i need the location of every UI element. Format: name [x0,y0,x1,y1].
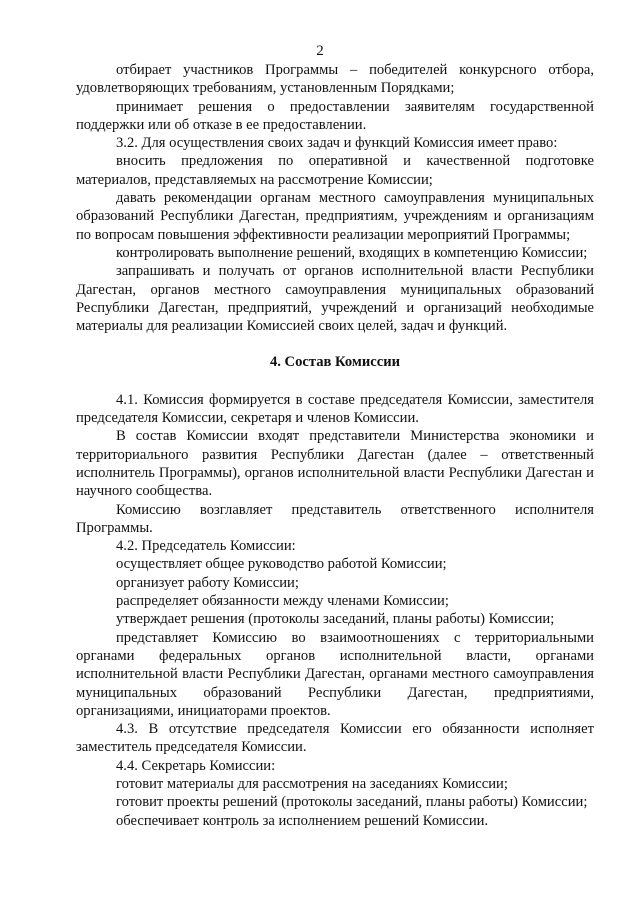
document-body [76,61,594,830]
paragraph: распределяет обязанности между членами Комиссии; [116,593,449,610]
paragraph: В состав Комиссии входят представители Министерства экономики и территориального развития Республики Дагестан (далее – ответственный исполнитель Программы), органов исполнительной власти Республики Дагестан и научного сообщества. [76,428,594,500]
paragraph: организует работу Комиссии; [116,574,299,591]
paragraph: утверждает решения (протоколы заседаний, планы работы) Комиссии; [116,611,555,628]
paragraph: принимает решения о предоставлении заявителям государственной поддержки или об отказе в ее предоставлении. [76,98,594,133]
paragraph: запрашивать и получать от органов исполнительной власти Республики Дагестан, органов местного самоуправления муниципальных образований Республики Дагестан, предприятий, учреждений и организаций необходимые материалы для реализации Комиссией своих целей, задач и функций. [76,263,594,335]
page-number: 2 [316,43,324,59]
paragraph: 4.4. Секретарь Комиссии: [116,757,276,774]
paragraph: Комиссию возглавляет представитель ответственного исполнителя Программы. [76,501,594,536]
paragraph: 4.3. В отсутствие председателя Комиссии его обязанности исполняет заместитель председателя Комиссии. [76,721,594,756]
paragraph: готовит материалы для рассмотрения на заседаниях Комиссии; [116,775,508,792]
paragraph: давать рекомендации органам местного самоуправления муниципальных образований Республики Дагестан, предприятиям, учреждениям и организациям по вопросам повышения эффективности реализации мероприятий Программы; [76,190,594,243]
paragraph: контролировать выполнение решений, входящих в компетенцию Комиссии; [116,244,588,261]
section-heading: 4. Состав Комиссии [269,354,401,371]
paragraph: готовит проекты решений (протоколы заседаний, планы работы) Комиссии; [116,794,588,811]
paragraph: 3.2. Для осуществления своих задач и функций Комиссия имеет право: [116,135,558,152]
paragraph: 4.2. Председатель Комиссии: [116,538,296,555]
paragraph: 4.1. Комиссия формируется в составе председателя Комиссии, заместителя председателя Комиссии, секретаря и членов Комиссии. [76,391,594,427]
paragraph: осуществляет общее руководство работой Комиссии; [116,556,447,573]
paragraph: представляет Комиссию во взаимоотношениях с территориальными органами федеральных органов исполнительной власти, органами исполнительной власти Республики Дагестан, органами местного самоуправления муниципальных образований Республики Дагестан, предприятиями, организациями, инициаторами проектов. [76,629,594,719]
paragraph: отбирает участников Программы – победителей конкурсного отбора, удовлетворяющих требованиям, установленным Порядками; [76,62,594,97]
paragraph: вносить предложения по оперативной и качественной подготовке материалов, представляемых на рассмотрение Комиссии; [76,153,594,188]
paragraph: обеспечивает контроль за исполнением решений Комиссии. [116,812,489,829]
